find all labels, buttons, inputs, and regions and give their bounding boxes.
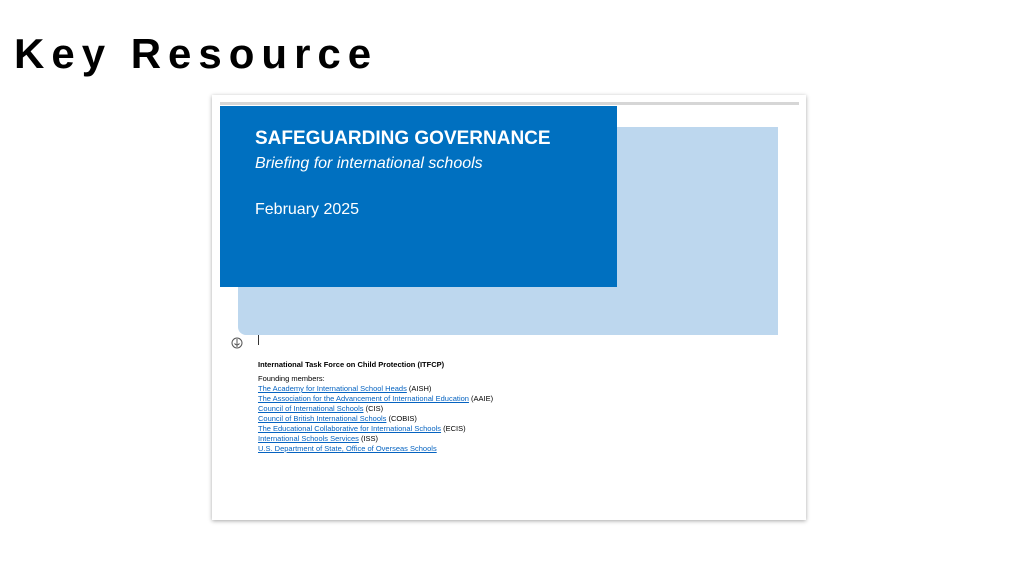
member-abbreviation: (ECIS) bbox=[441, 424, 466, 433]
org-heading: International Task Force on Child Protection (ITFCP) bbox=[258, 360, 445, 369]
member-abbreviation: (AAIE) bbox=[468, 394, 494, 403]
member-item bbox=[258, 444, 493, 454]
member-link[interactable]: The Association for the Advancement of International Education bbox=[258, 394, 469, 403]
document-date: February 2025 bbox=[255, 201, 360, 218]
member-link[interactable]: Council of International Schools bbox=[258, 404, 364, 413]
member-abbreviation: (ISS) bbox=[358, 434, 379, 443]
member-link[interactable]: U.S. Department of State, Office of Overseas Schools bbox=[258, 444, 437, 453]
founding-members-label: Founding members: bbox=[258, 374, 325, 383]
header-rule bbox=[220, 102, 799, 105]
document-preview bbox=[212, 95, 806, 520]
member-abbreviation: (AISH) bbox=[406, 384, 432, 393]
member-item bbox=[258, 394, 493, 404]
member-item bbox=[258, 424, 493, 434]
text-cursor bbox=[258, 335, 259, 345]
member-abbreviation: (CIS) bbox=[363, 404, 384, 413]
member-item bbox=[258, 384, 493, 394]
anchor-icon[interactable] bbox=[230, 336, 244, 350]
member-list bbox=[258, 384, 493, 454]
member-link[interactable]: The Educational Collaborative for International Schools bbox=[258, 424, 442, 433]
slide-title: Key Resource bbox=[14, 30, 379, 77]
member-item bbox=[258, 414, 493, 424]
document-subtitle: Briefing for international schools bbox=[255, 155, 483, 172]
member-link[interactable]: Council of British International Schools bbox=[258, 414, 387, 423]
document-body bbox=[258, 360, 493, 454]
member-item bbox=[258, 404, 493, 414]
member-abbreviation: (COBIS) bbox=[386, 414, 417, 423]
member-link[interactable]: The Academy for International School Heads bbox=[258, 384, 407, 393]
cover-banner bbox=[220, 106, 617, 287]
member-link[interactable]: International Schools Services bbox=[258, 434, 359, 443]
document-heading: SAFEGUARDING GOVERNANCE bbox=[255, 128, 551, 149]
member-item bbox=[258, 434, 493, 444]
